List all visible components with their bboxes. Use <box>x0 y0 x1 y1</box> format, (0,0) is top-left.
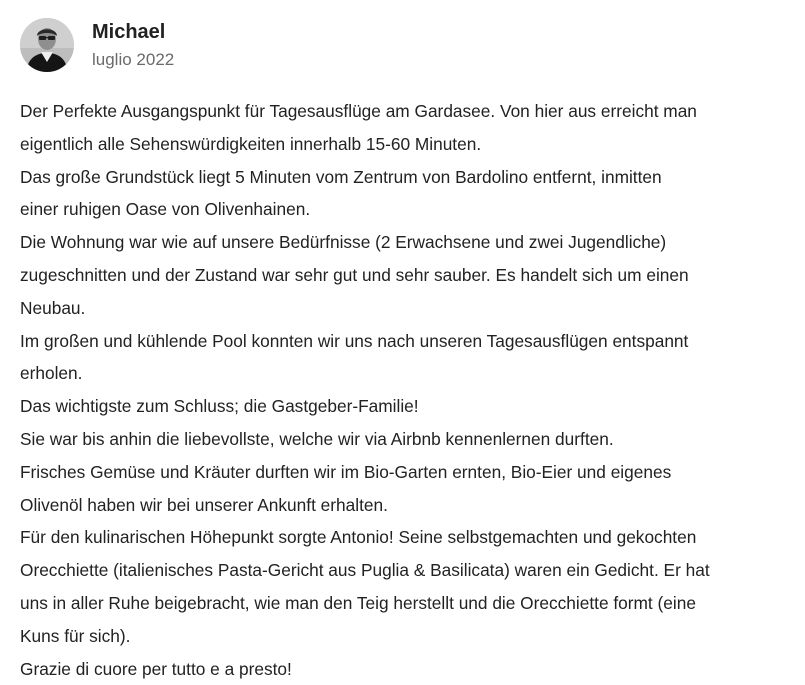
review-text-line: Orecchiette (italienisches Pasta-Gericht aus Puglia & Basilicata) waren ein Gedicht. Er hat <box>20 560 710 581</box>
review-text-line: Die Wohnung war wie auf unsere Bedürfnisse (2 Erwachsene und zwei Jugendliche) <box>20 232 667 253</box>
reviewer-name: Michael <box>92 20 166 43</box>
review-header <box>20 17 174 73</box>
user-photo-avatar-icon <box>20 18 74 72</box>
review-text-line: Das wichtigste zum Schluss; die Gastgeber-Familie! <box>20 396 419 417</box>
review-text-line: erholen. <box>20 363 83 384</box>
review-text-line: zugeschnitten und der Zustand war sehr gut und sehr sauber. Es handelt sich um einen <box>20 264 689 285</box>
review-text-line: uns in aller Ruhe beigebracht, wie man den Teig herstellt und die Orecchiette formt (eine <box>20 592 696 613</box>
review-text-line: Sie war bis anhin die liebevollste, welche wir via Airbnb kennenlernen durften. <box>20 428 614 449</box>
review-text <box>20 95 800 685</box>
review-text-line: Für den kulinarischen Höhepunkt sorgte Antonio! Seine selbstgemachten und gekochten <box>20 527 697 548</box>
review-text-line: Olivenöl haben wir bei unserer Ankunft erhalten. <box>20 494 388 515</box>
review-text-line: eigentlich alle Sehenswürdigkeiten innerhalb 15-60 Minuten. <box>20 133 482 154</box>
review-text-line: Neubau. <box>20 297 86 318</box>
review-text-line: Das große Grundstück liegt 5 Minuten vom Zentrum von Bardolino entfernt, inmitten <box>20 166 662 187</box>
review-text-line: Im großen und kühlende Pool konnten wir uns nach unseren Tagesausflügen entspannt <box>20 330 689 351</box>
avatar[interactable] <box>20 18 74 72</box>
review-text-line: Frisches Gemüse und Kräuter durften wir im Bio-Garten ernten, Bio-Eier und eigenes <box>20 461 672 482</box>
review-text-line: Kuns für sich). <box>20 625 131 646</box>
review-text-line: einer ruhigen Oase von Olivenhainen. <box>20 199 311 220</box>
review-date: luglio 2022 <box>92 49 175 69</box>
reviewer-info <box>92 20 174 71</box>
review-text-line: Grazie di cuore per tutto e a presto! <box>20 658 292 679</box>
review-text-line: Der Perfekte Ausgangspunkt für Tagesausflüge am Gardasee. Von hier aus erreicht man <box>20 101 697 121</box>
